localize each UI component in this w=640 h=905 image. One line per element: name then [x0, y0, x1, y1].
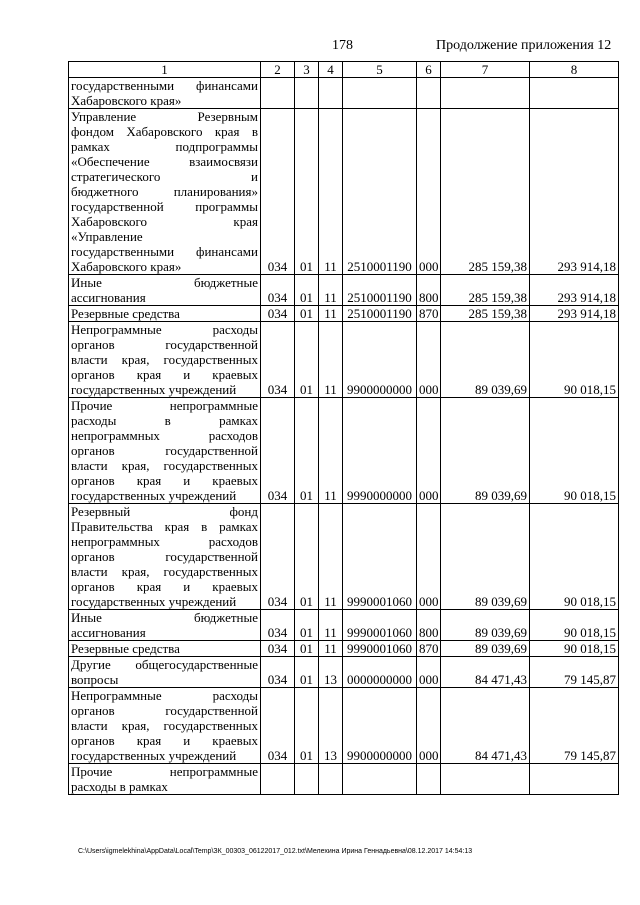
cell-sum2: 79 145,87 [530, 688, 619, 764]
cell-sum2: 90 018,15 [530, 641, 619, 657]
cell-pr [319, 78, 343, 109]
row-name-line: органов края и краевых [71, 473, 258, 488]
cell-vr: 870 [417, 306, 441, 322]
row-name-cell [69, 398, 261, 504]
row-name-line: непрограммных расходов [71, 534, 258, 549]
cell-sum1: 285 159,38 [441, 306, 530, 322]
row-name-line: «Обеспечение взаимосвязи [71, 154, 258, 169]
row-name-line: государственных учреждений [71, 594, 237, 609]
cell-sum2: 293 914,18 [530, 275, 619, 306]
row-name-line: Хабаровского края» [71, 93, 182, 108]
cell-sum1: 89 039,69 [441, 398, 530, 504]
row-name-line: Непрограммные расходы [71, 322, 258, 337]
row-name-cell [69, 610, 261, 641]
cell-ved: 034 [261, 610, 295, 641]
cell-pr: 11 [319, 398, 343, 504]
row-name-line: государственных учреждений [71, 748, 237, 763]
cell-vr: 800 [417, 275, 441, 306]
cell-sum1: 285 159,38 [441, 275, 530, 306]
column-header: 1 [69, 62, 261, 78]
row-name-line: органов государственной [71, 443, 258, 458]
cell-sum1: 84 471,43 [441, 657, 530, 688]
cell-sum1: 89 039,69 [441, 504, 530, 610]
table-row [69, 610, 619, 641]
row-name-line: власти края, государственных [71, 718, 258, 733]
cell-sum2: 90 018,15 [530, 610, 619, 641]
cell-ved: 034 [261, 688, 295, 764]
column-header: 6 [417, 62, 441, 78]
cell-rz: 01 [295, 657, 319, 688]
cell-sum1: 84 471,43 [441, 688, 530, 764]
table-row [69, 504, 619, 610]
row-name-line: органов государственной [71, 703, 258, 718]
table-row [69, 78, 619, 109]
cell-vr: 800 [417, 610, 441, 641]
cell-csr: 9990000000 [343, 398, 417, 504]
row-name-line: Иные бюджетные [71, 610, 258, 625]
cell-csr: 9900000000 [343, 322, 417, 398]
cell-sum2: 293 914,18 [530, 109, 619, 275]
row-name-line: государственными финансами [71, 244, 258, 259]
table-body [69, 78, 619, 795]
row-name-line: Прочие непрограммные [71, 764, 258, 779]
cell-ved: 034 [261, 275, 295, 306]
row-name-line: органов края и краевых [71, 579, 258, 594]
table-row [69, 306, 619, 322]
cell-pr [319, 764, 343, 795]
row-name-line: ассигнования [71, 625, 146, 640]
row-name-line: непрограммных расходов [71, 428, 258, 443]
row-name-line: вопросы [71, 672, 119, 687]
cell-csr: 9990001060 [343, 610, 417, 641]
footer-path: C:\Users\igmelekhina\AppData\Local\Temp\ЗК_00303_06122017_012.txt\Мелехина Ирина Геннадьевна\08.12.2017 14:54:13 [78, 848, 473, 855]
table-row [69, 657, 619, 688]
cell-pr: 11 [319, 610, 343, 641]
cell-sum2: 90 018,15 [530, 322, 619, 398]
row-name-line: органов края и краевых [71, 367, 258, 382]
row-name-line: власти края, государственных [71, 352, 258, 367]
row-name-cell [69, 275, 261, 306]
cell-rz: 01 [295, 322, 319, 398]
cell-csr: 2510001190 [343, 109, 417, 275]
row-name-line: Правительства края в рамках [71, 519, 258, 534]
cell-ved [261, 78, 295, 109]
cell-sum1: 89 039,69 [441, 641, 530, 657]
row-name-line: органов государственной [71, 549, 258, 564]
table-row [69, 641, 619, 657]
row-name-line: Непрограммные расходы [71, 688, 258, 703]
cell-rz: 01 [295, 610, 319, 641]
cell-pr: 13 [319, 688, 343, 764]
cell-vr: 000 [417, 657, 441, 688]
column-header: 7 [441, 62, 530, 78]
cell-csr: 0000000000 [343, 657, 417, 688]
cell-sum2: 90 018,15 [530, 504, 619, 610]
table-row [69, 764, 619, 795]
row-name-line: «Управление [71, 229, 143, 244]
cell-vr: 000 [417, 398, 441, 504]
cell-sum1: 89 039,69 [441, 610, 530, 641]
cell-sum2: 79 145,87 [530, 657, 619, 688]
cell-ved: 034 [261, 322, 295, 398]
row-name-line: органов края и краевых [71, 733, 258, 748]
cell-csr [343, 78, 417, 109]
row-name-line: расходы в рамках [71, 413, 258, 428]
row-name-line: органов государственной [71, 337, 258, 352]
row-name-line: Прочие непрограммные [71, 398, 258, 413]
row-name-line: Хабаровского края» [71, 259, 182, 274]
cell-sum1: 89 039,69 [441, 322, 530, 398]
cell-ved: 034 [261, 109, 295, 275]
table-row [69, 688, 619, 764]
row-name-cell [69, 657, 261, 688]
row-name-cell [69, 78, 261, 109]
row-name-line: рамках подпрограммы [71, 139, 258, 154]
cell-pr: 11 [319, 322, 343, 398]
column-header: 4 [319, 62, 343, 78]
row-name-line: государственных учреждений [71, 382, 237, 397]
table-row [69, 275, 619, 306]
row-name-line: бюджетного планирования» [71, 184, 258, 199]
row-name-line: Другие общегосударственные [71, 657, 258, 672]
cell-sum2: 90 018,15 [530, 398, 619, 504]
cell-rz: 01 [295, 688, 319, 764]
cell-vr: 000 [417, 109, 441, 275]
row-name-cell [69, 306, 261, 322]
cell-csr: 9990001060 [343, 641, 417, 657]
row-name-line: государственной программы [71, 199, 258, 214]
cell-rz: 01 [295, 398, 319, 504]
cell-sum2: 293 914,18 [530, 306, 619, 322]
cell-vr [417, 764, 441, 795]
row-name-line: власти края, государственных [71, 458, 258, 473]
cell-vr: 000 [417, 504, 441, 610]
cell-csr: 9900000000 [343, 688, 417, 764]
row-name-line: ассигнования [71, 290, 146, 305]
cell-ved: 034 [261, 657, 295, 688]
row-name-line: Управление Резервным [71, 109, 258, 124]
row-name-line: расходы в рамках [71, 779, 168, 794]
continuation-label: Продолжение приложения 12 [436, 38, 612, 53]
cell-sum1: 285 159,38 [441, 109, 530, 275]
cell-pr: 11 [319, 109, 343, 275]
row-name-line: власти края, государственных [71, 564, 258, 579]
cell-rz: 01 [295, 275, 319, 306]
row-name-line: Резервные средства [71, 641, 180, 656]
row-name-line: фондом Хабаровского края в [71, 124, 258, 139]
cell-vr: 870 [417, 641, 441, 657]
cell-rz [295, 764, 319, 795]
row-name-cell [69, 688, 261, 764]
cell-pr: 11 [319, 641, 343, 657]
cell-sum2 [530, 764, 619, 795]
cell-pr: 11 [319, 275, 343, 306]
cell-ved: 034 [261, 504, 295, 610]
cell-pr: 13 [319, 657, 343, 688]
cell-ved: 034 [261, 641, 295, 657]
row-name-line: Резервные средства [71, 306, 180, 321]
row-name-cell [69, 764, 261, 795]
row-name-cell [69, 641, 261, 657]
row-name-line: стратегического и [71, 169, 258, 184]
cell-sum1 [441, 78, 530, 109]
row-name-line: государственными финансами [71, 78, 258, 93]
cell-rz: 01 [295, 109, 319, 275]
table-header-row [69, 62, 619, 78]
cell-csr: 2510001190 [343, 275, 417, 306]
cell-sum2 [530, 78, 619, 109]
row-name-line: Резервный фонд [71, 504, 258, 519]
row-name-cell [69, 109, 261, 275]
cell-csr [343, 764, 417, 795]
cell-ved: 034 [261, 398, 295, 504]
row-name-line: государственных учреждений [71, 488, 237, 503]
table-row [69, 322, 619, 398]
cell-ved [261, 764, 295, 795]
cell-csr: 2510001190 [343, 306, 417, 322]
row-name-cell [69, 322, 261, 398]
row-name-cell [69, 504, 261, 610]
cell-ved: 034 [261, 306, 295, 322]
cell-rz: 01 [295, 504, 319, 610]
column-header: 3 [295, 62, 319, 78]
row-name-line: Иные бюджетные [71, 275, 258, 290]
column-header: 2 [261, 62, 295, 78]
cell-rz: 01 [295, 641, 319, 657]
cell-vr: 000 [417, 688, 441, 764]
cell-pr: 11 [319, 306, 343, 322]
cell-pr: 11 [319, 504, 343, 610]
row-name-line: Хабаровского края [71, 214, 258, 229]
cell-rz: 01 [295, 306, 319, 322]
cell-rz [295, 78, 319, 109]
page-number: 178 [332, 38, 353, 53]
column-header: 5 [343, 62, 417, 78]
table-row [69, 398, 619, 504]
cell-sum1 [441, 764, 530, 795]
cell-csr: 9990001060 [343, 504, 417, 610]
budget-table [68, 61, 619, 795]
cell-vr [417, 78, 441, 109]
column-header: 8 [530, 62, 619, 78]
cell-vr: 000 [417, 322, 441, 398]
table-row [69, 109, 619, 275]
